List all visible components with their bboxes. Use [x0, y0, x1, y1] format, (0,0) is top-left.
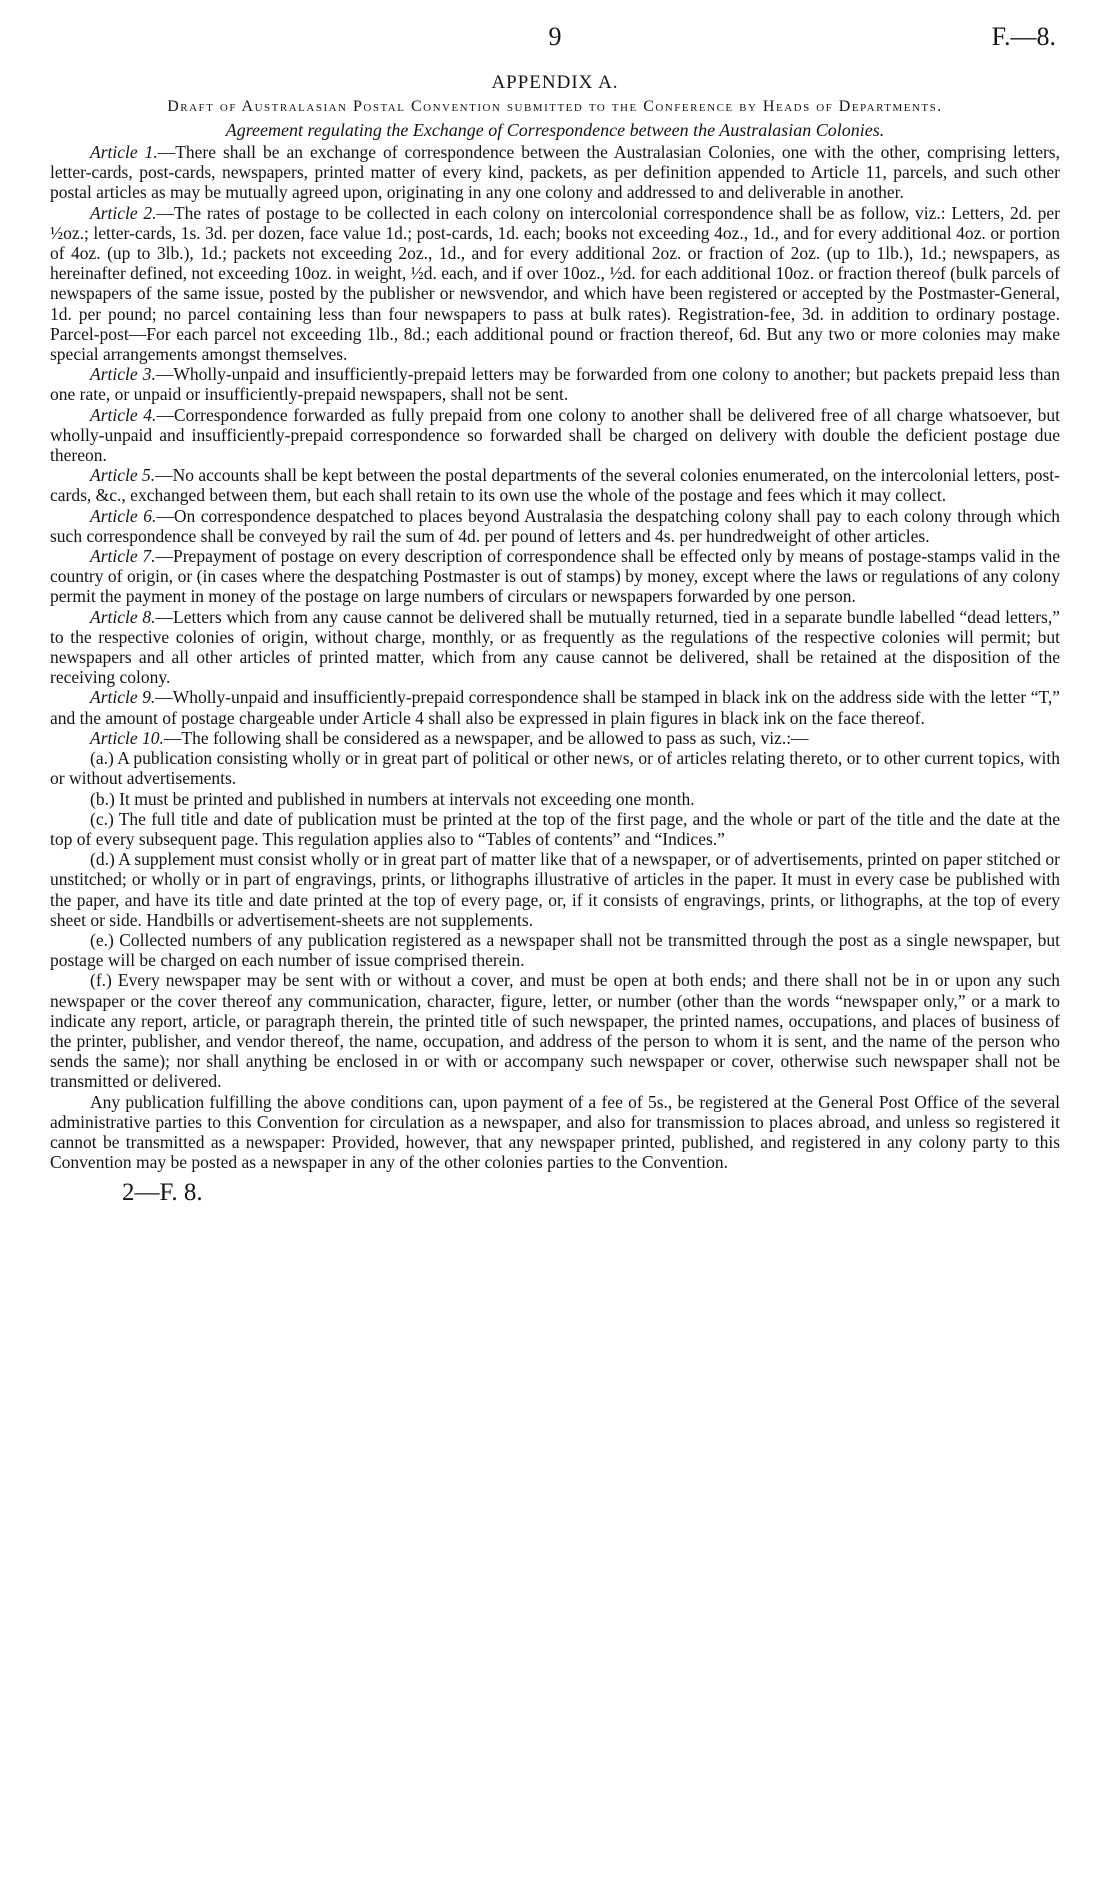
- clause-paragraph: [50, 849, 1060, 930]
- article-label: Article 5.: [90, 465, 156, 486]
- article-paragraph: [50, 687, 1060, 727]
- article-paragraph: [50, 142, 1060, 203]
- article-label: Article 2.: [90, 202, 157, 223]
- agreement-heading: Agreement regulating the Exchange of Correspondence between the Australasian Colonies.: [225, 120, 885, 140]
- clause-paragraph: [50, 748, 1060, 788]
- clause-paragraph: [50, 930, 1060, 970]
- paragraph-text: (a.) A publication consisting wholly or in great part of political or other news, or of articles relating thereto, or to other current topics, with or without advertisements.: [50, 748, 1060, 789]
- paragraph-text: —Correspondence forwarded as fully prepaid from one colony to another shall be delivered free of all charge whatsoever, but wholly-unpaid and insufficiently-prepaid correspondence so forwarded shall be charged on delivery with double the deficient postage due thereon.: [50, 404, 1060, 466]
- appendix-title: APPENDIX A.: [491, 72, 619, 93]
- article-paragraph: [50, 607, 1060, 688]
- article-paragraph: [50, 364, 1060, 404]
- paragraph-text: —On correspondence despatched to places beyond Australasia the despatching colony shall pay to each colony through which such correspondence shall be conveyed by rail the sum of 4d. per pound of letters and 4s. per hundredweight of other articles.: [50, 505, 1060, 546]
- clause-paragraph: [50, 789, 1060, 809]
- footer-reference: 2—F. 8.: [122, 1179, 203, 1207]
- article-paragraph: [50, 203, 1060, 365]
- document-page: [50, 22, 1060, 1882]
- paragraph-text: —Wholly-unpaid and insufficiently-prepaid letters may be forwarded from one colony to another; but packets prepaid less than one rate, or unpaid or insufficiently-prepaid newspapers, shall not be sent.: [50, 364, 1060, 405]
- paragraph-text: (b.) It must be printed and published in numbers at intervals not exceeding one month.: [90, 788, 695, 809]
- article-label: Article 3.: [90, 364, 156, 385]
- clause-paragraph: [50, 1092, 1060, 1173]
- article-label: Article 4.: [90, 404, 157, 425]
- paragraph-text: —Prepayment of postage on every description of correspondence shall be effected only by means of postage-stamps valid in the country of origin, or (in cases where the despatching Postmaster is out of stamps) by money, except where the laws or regulations of any colony permit the payment in money of the postage on large numbers of circulars or newspapers forwarded by one person.: [50, 546, 1060, 607]
- article-label: Article 8.: [90, 606, 156, 627]
- article-paragraph: [50, 405, 1060, 466]
- article-label: Article 6.: [90, 505, 157, 526]
- article-paragraph: [50, 546, 1060, 607]
- paragraph-text: —Wholly-unpaid and insufficiently-prepaid correspondence shall be stamped in black ink on the address side with the letter “T,” and the amount of postage chargeable under Article 4 shall also be expressed in plain figures in black ink on the face thereof.: [50, 687, 1060, 728]
- article-label: Article 1.: [90, 142, 158, 162]
- paragraph-text: —No accounts shall be kept between the postal departments of the several colonies enumerated, on the intercolonial letters, post-cards, &c., exchanged between them, but each shall retain to its own use the whole of the postage and fees which it may collect.: [50, 465, 1060, 506]
- article-paragraph: [50, 728, 1060, 748]
- paragraph-text: —The rates of postage to be collected in each colony on intercolonial correspondence shall be as follow, viz.: Letters, 2d. per ½oz.; letter-cards, 1s. 3d. per dozen, face value 1d.; post-cards, 1d. each; books not exceeding 4oz., 1d., and for every additional 4oz. or portion of 4oz. (up to 3lb.), 1d.; packets not exceeding 2oz., 1d., and for every additional 2oz. or fraction of 2oz. (up to 1lb.), 1d.; newspapers, as hereinafter defined, not exceeding 10oz. in weight, ½d. each, and if over 10oz., ½d. for each additional 10oz. or fraction thereof (bulk parcels of newspapers of the same issue, posted by the publisher or newsvendor, and which have been registered or accepted by the Postmaster-General, 1d. per pound; no parcel containing less than four newspapers to pass at bulk rates). Registration-fee, 3d. in addition to ordinary postage. Parcel-post—For each parcel not exceeding 1lb., 8d.; each additional pound or fraction thereof, 6d. But any two or more colonies may make special arrangements amongst themselves.: [50, 202, 1060, 365]
- document-reference: F.—8.: [991, 22, 1056, 51]
- paragraph-text: —The following shall be considered as a newspaper, and be allowed to pass as such, viz.:—: [163, 727, 809, 748]
- article-label: Article 7.: [90, 546, 156, 567]
- article-paragraph: [50, 465, 1060, 505]
- article-label: Article 10.: [90, 727, 164, 748]
- document-subtitle: Draft of Australasian Postal Convention submitted to the Conference by Heads of Departments.: [167, 98, 943, 115]
- paragraph-text: (f.) Every newspaper may be sent with or without a cover, and must be open at both ends; and there shall not be in or upon any such newspaper or the cover thereof any communication, character, figure, letter, or number (other than the words “newspaper only,” or a mark to indicate any report, article, or paragraph therein, the printed title of such newspaper, the printed names, occupations, and places of business of the printer, publisher, and vendor thereof, the name, occupation, and address of the person to whom it is sent, and the name of the person who sends the same); nor shall anything be enclosed in or with or accompany such newspaper or cover, otherwise such newspaper shall not be transmitted or delivered.: [50, 970, 1060, 1092]
- paragraph-text: (d.) A supplement must consist wholly or in great part of matter like that of a newspaper, or of advertisements, printed on paper stitched or unstitched; or wholly or in part of engravings, prints, or lithographs illustrative of articles in the paper. It must in every case be published with the paper, and have its title and date printed at the top of every page, or, if it consists of engravings, prints, or lithographs, at the top of every sheet or side. Handbills or advertisement-sheets are not supplements.: [50, 849, 1060, 930]
- clause-paragraph: [50, 970, 1060, 1091]
- paragraph-text: Any publication fulfilling the above conditions can, upon payment of a fee of 5s., be registered at the General Post Office of the several administrative parties to this Convention for circulation as a newspaper, and also for transmission to places abroad, and unless so registered it cannot be transmitted as a newspaper: Provided, however, that any newspaper printed, published, and registered in any colony party to this Convention may be posted as a newspaper in any of the other colonies parties to the Convention.: [50, 1091, 1060, 1173]
- article-paragraph: [50, 506, 1060, 546]
- page-header: [50, 22, 1060, 60]
- page-number: 9: [548, 22, 562, 51]
- article-label: Article 9.: [90, 687, 156, 708]
- paragraph-text: —Letters which from any cause cannot be delivered shall be mutually returned, tied in a separate bundle labelled “dead letters,” to the respective colonies of origin, without charge, monthly, or as frequently as the regulations of the respective colonies will permit; but newspapers and all other articles of printed matter, which from any cause cannot be delivered, shall be retained at the disposition of the receiving colony.: [50, 606, 1060, 688]
- paragraph-text: (e.) Collected numbers of any publication registered as a newspaper shall not be transmitted through the post as a single newspaper, but postage will be charged on each number of issue comprised therein.: [50, 929, 1060, 971]
- paragraph-text: (c.) The full title and date of publication must be printed at the top of the first page, and the whole or part of the title and the date at the top of every subsequent page. This regulation applies also to “Tables of contents” and “Indices.”: [50, 808, 1060, 849]
- paragraph-text: —There shall be an exchange of correspondence between the Australasian Colonies, one with the other, comprising letters, letter-cards, post-cards, newspapers, printed matter of every kind, packets, as per definition appended to Article 11, parcels, and such other postal articles as may be mutually agreed upon, originating in any one colony and addressed to and deliverable in another.: [50, 142, 1060, 203]
- clause-paragraph: [50, 809, 1060, 849]
- document-body: [50, 142, 1060, 1172]
